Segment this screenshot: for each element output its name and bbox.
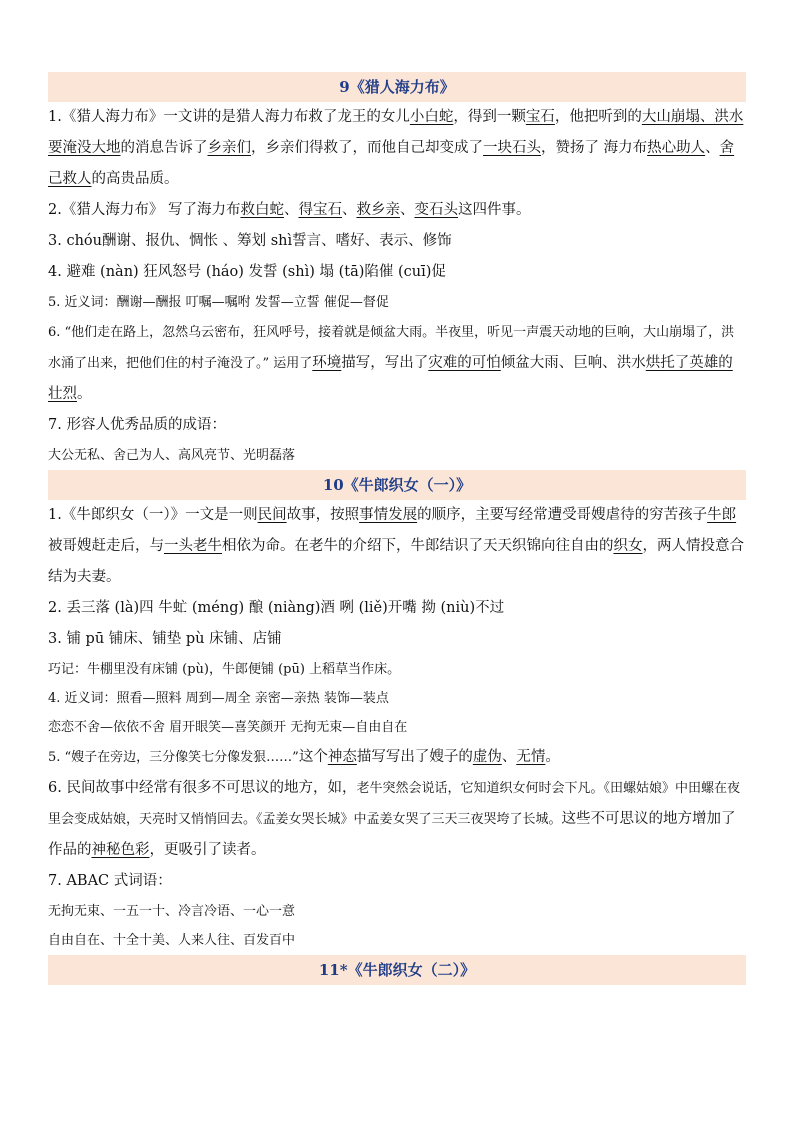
text-segment: ，得到一颗	[453, 109, 526, 125]
text-segment: 这四件事。	[457, 202, 531, 218]
underlined-answer: 织女	[613, 538, 643, 554]
text-segment: 相依为命。在老牛的介绍下，牛郎结识了天天织锦向往自由的	[222, 538, 614, 554]
paragraph	[48, 226, 746, 257]
underlined-answer: 事情发展	[359, 507, 418, 523]
text-segment: 自由自在、十全十美、人来人往、百发百中	[48, 933, 296, 948]
text-segment: 老牛突然会说话，它知道织女何时会下凡。《田螺姑娘》中田螺在夜里会变成姑娘，天亮时又悄悄回去。《孟姜女哭长城》中孟姜女哭了三天三夜哭垮了长城。	[48, 781, 740, 827]
text-segment: 1.《牛郎织女（一）》一文是一则	[48, 507, 258, 523]
text-segment: 描写，写出了	[341, 355, 429, 371]
text-segment: 无拘无束、一五一十、冷言冷语、一心一意	[48, 904, 296, 919]
text-segment: 恋恋不舍—依依不舍 眉开眼笑—喜笑颜开 无拘无束—自由自在	[48, 720, 408, 735]
paragraph	[48, 195, 746, 226]
section-heading: 10《牛郎织女（一）》	[48, 470, 746, 500]
underlined-answer: 热心助人	[647, 140, 706, 156]
text-segment: 描写写出了嫂子的	[356, 749, 473, 765]
document-page	[48, 72, 746, 985]
paragraph	[48, 410, 746, 441]
paragraph	[48, 624, 746, 655]
section-heading: 11*《牛郎织女（二）》	[48, 955, 746, 985]
text-segment: 4. 近义词：照看—照料 周到—周全 亲密—亲热 装饰—装点	[48, 691, 389, 706]
text-segment: 3. chóu酬谢、报仇、惆怅 、筹划 shì誓言、嗜好、表示、修饰	[48, 233, 452, 249]
underlined-answer: 舍己救人	[48, 140, 735, 187]
text-segment: 5. “嫂子在旁边，三分像笑七分像发狠……”	[48, 750, 299, 765]
text-segment: 的高贵品质。	[91, 171, 179, 187]
text-segment: 故事，按照	[286, 507, 360, 523]
text-segment: 的消息告诉了	[120, 140, 208, 156]
paragraph	[48, 655, 746, 684]
underlined-answer: 一块石头	[483, 140, 541, 156]
underlined-answer: 宝石	[525, 109, 555, 125]
text-segment: 4. 避难 (nàn) 狂风怒号 (háo) 发誓 (shì) 塌 (tā)陷催 (cuī)促	[48, 264, 446, 280]
paragraph	[48, 866, 746, 897]
underlined-answer: 牛郎	[707, 507, 737, 523]
text-segment: 、	[399, 202, 415, 218]
paragraph	[48, 742, 746, 773]
paragraph	[48, 897, 746, 926]
text-segment: 、	[341, 202, 357, 218]
text-segment: 的顺序，主要写经常遭受哥嫂虐待的穷苦孩子	[417, 507, 708, 523]
text-segment: ，赞扬了 海力布	[541, 140, 648, 156]
underlined-answer: 一头老牛	[164, 538, 222, 554]
text-segment: ，他把听到的	[554, 109, 642, 125]
text-segment: ，乡亲们得救了，而他自己却变成了	[251, 140, 483, 156]
text-segment: 这些不可思议的地方增加了作品的	[48, 811, 736, 858]
underlined-answer: 神秘色彩	[91, 842, 150, 858]
text-segment: ，更吸引了读者。	[149, 842, 266, 858]
text-segment: ，两人情投意合结为夫妻。	[48, 538, 744, 585]
paragraph	[48, 102, 746, 195]
text-segment: 6. “他们走在路上，忽然乌云密布，狂风呼号，接着就是倾盆大雨。半夜里，听见一声震天动地的巨响，大山崩塌了，洪水涌了出来，把他们住的村子淹没了。” 运用了	[48, 325, 735, 371]
text-segment: 这个	[298, 749, 328, 765]
underlined-answer: 无情	[516, 749, 546, 765]
paragraph	[48, 773, 746, 866]
underlined-answer: 民间	[257, 507, 287, 523]
text-segment: 3. 铺 pū 铺床、铺垫 pù 床铺、店铺	[48, 631, 282, 647]
text-segment: 倾盆大雨、巨响、洪水	[500, 355, 646, 371]
underlined-answer: 灾难的可怕	[428, 355, 501, 371]
underlined-answer: 小白蛇	[409, 109, 454, 125]
paragraph	[48, 441, 746, 470]
text-segment: 7. 形容人优秀品质的成语：	[48, 417, 226, 433]
text-segment: 。	[545, 749, 560, 765]
section-heading: 9《猎人海力布》	[48, 72, 746, 102]
text-segment: 被哥嫂赶走后，与	[48, 538, 164, 554]
paragraph	[48, 713, 746, 742]
paragraph	[48, 288, 746, 317]
underlined-answer: 烘托了英雄的壮烈	[48, 355, 733, 402]
underlined-answer: 环境	[312, 355, 342, 371]
text-segment: 巧记：牛棚里没有床铺 (pù)，牛郎便铺 (pū) 上稻草当作床。	[48, 662, 401, 677]
text-segment: 、	[501, 749, 517, 765]
underlined-answer: 救乡亲	[356, 202, 400, 218]
text-segment: 6. 民间故事中经常有很多不可思议的地方，如，	[48, 780, 357, 796]
text-segment: 2.《猎人海力布》 写了海力布	[48, 202, 241, 218]
underlined-answer: 救白蛇	[240, 202, 284, 218]
paragraph	[48, 500, 746, 593]
text-segment: 、	[705, 140, 720, 156]
text-segment: 大公无私、舍己为人、高风亮节、光明磊落	[48, 448, 296, 463]
text-segment: 5. 近义词：酬谢—酬报 叮嘱—嘱咐 发誓—立誓 催促—督促	[48, 295, 389, 310]
text-segment: 2. 丢三落 (là)四 牛虻 (méng) 酿 (niàng)酒 咧 (liě)开嘴 拗 (niù)不过	[48, 600, 505, 616]
text-segment: 、	[283, 202, 299, 218]
underlined-answer: 得宝石	[298, 202, 342, 218]
text-segment: 7. ABAC 式词语：	[48, 873, 172, 889]
text-segment: 1.《猎人海力布》一文讲的是猎人海力布救了龙王的女儿	[48, 109, 410, 125]
underlined-answer: 乡亲们	[207, 140, 251, 156]
underlined-answer: 变石头	[414, 202, 458, 218]
underlined-answer: 神态	[327, 749, 357, 765]
paragraph	[48, 684, 746, 713]
paragraph	[48, 926, 746, 955]
text-segment: 。	[77, 386, 92, 402]
paragraph	[48, 257, 746, 288]
underlined-answer: 大山崩塌、洪水要淹没大地	[48, 109, 744, 156]
underlined-answer: 虚伪	[472, 749, 502, 765]
paragraph	[48, 593, 746, 624]
paragraph	[48, 317, 746, 410]
